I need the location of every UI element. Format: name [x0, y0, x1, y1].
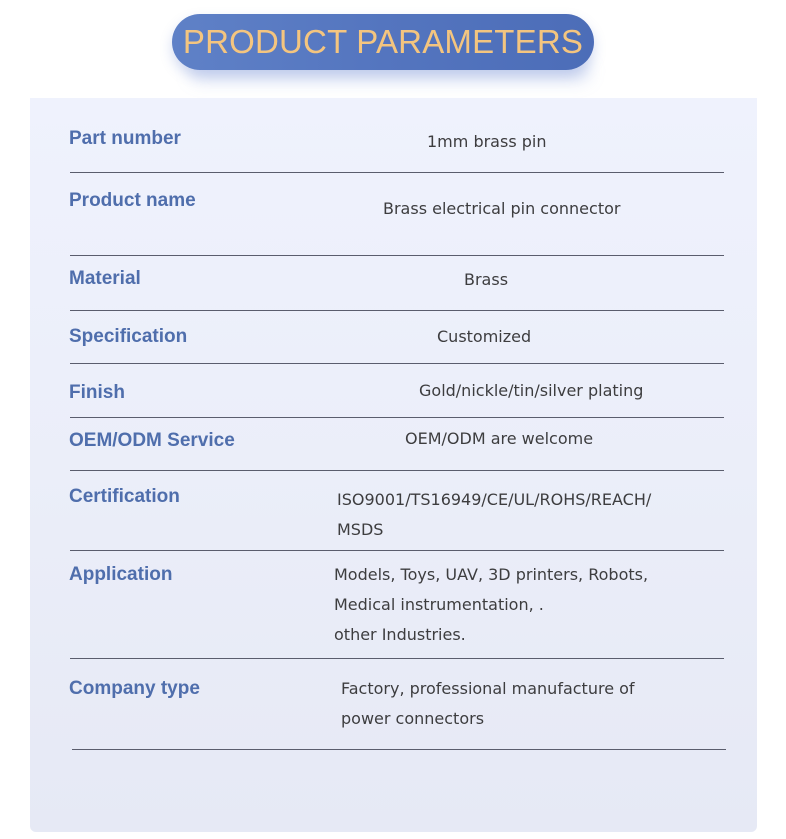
param-value-certification-line1: ISO9001/TS16949/CE/UL/ROHS/REACH/ — [337, 490, 652, 509]
param-value-finish: Gold/nickle/tin/silver plating — [419, 381, 644, 400]
param-value-application-line2: Medical instrumentation, . — [334, 595, 544, 614]
param-value-application-line1: Models, Toys, UAV, 3D printers, Robots, — [334, 565, 649, 584]
divider — [70, 255, 724, 256]
param-value-material: Brass — [464, 270, 509, 289]
section-title: PRODUCT PARAMETERS — [182, 23, 584, 60]
param-label-material: Material — [69, 268, 141, 289]
param-label-company-type: Company type — [69, 678, 200, 699]
param-value-certification-line2: MSDS — [337, 520, 384, 539]
param-label-product-name: Product name — [69, 190, 196, 211]
divider — [70, 470, 724, 471]
param-label-specification: Specification — [69, 326, 188, 347]
parameters-card — [30, 98, 757, 832]
divider — [70, 363, 724, 364]
param-value-oem-odm-service: OEM/ODM are welcome — [405, 429, 594, 448]
param-value-company-type-line1: Factory, professional manufacture of — [341, 679, 635, 698]
divider — [70, 310, 724, 311]
param-label-part-number: Part number — [69, 128, 181, 149]
divider — [70, 172, 724, 173]
param-label-certification: Certification — [69, 486, 180, 507]
param-label-application: Application — [69, 564, 173, 585]
param-value-specification: Customized — [437, 327, 532, 346]
param-value-part-number: 1mm brass pin — [427, 132, 547, 151]
param-label-oem-odm-service: OEM/ODM Service — [69, 430, 235, 451]
divider — [70, 417, 724, 418]
param-value-product-name: Brass electrical pin connector — [383, 199, 621, 218]
divider — [70, 658, 724, 659]
param-label-finish: Finish — [69, 382, 125, 403]
section-header-pill — [172, 14, 594, 70]
param-value-company-type-line2: power connectors — [341, 709, 485, 728]
param-value-application-line3: other Industries. — [334, 625, 466, 644]
divider — [72, 749, 726, 750]
divider — [70, 550, 724, 551]
